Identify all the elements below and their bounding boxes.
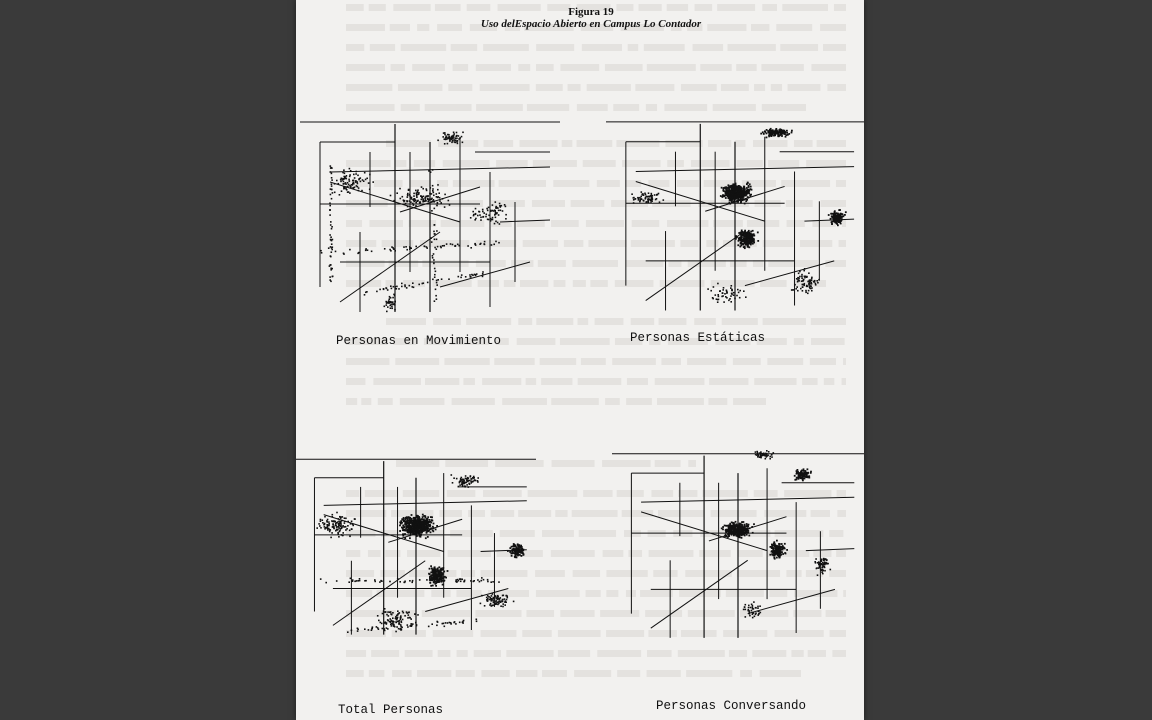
plan-line <box>500 220 550 222</box>
plot-personas-en-movimiento <box>300 112 560 334</box>
dot-cluster <box>828 209 847 226</box>
dot-trail <box>320 577 500 583</box>
dot-cluster <box>707 283 746 303</box>
dot-map-total <box>296 450 536 672</box>
dot-cluster <box>760 128 793 138</box>
dot-cluster <box>743 601 761 618</box>
dot-trail <box>364 271 484 295</box>
plan-line <box>330 167 550 172</box>
plot-personas-estaticas <box>606 112 864 334</box>
dot-cluster <box>470 201 507 224</box>
plan-line <box>806 549 854 551</box>
dot-cluster <box>735 230 759 250</box>
dot-cluster <box>631 191 664 203</box>
plan-line <box>745 261 834 286</box>
plan-line <box>804 219 854 221</box>
dot-cluster <box>814 558 831 576</box>
caption-personas-conversando: Personas Conversando <box>656 699 807 713</box>
figure-title: Uso delEspacio Abierto en Campus Lo Contador <box>480 18 702 30</box>
scanned-page <box>296 0 864 720</box>
plot-personas-conversando <box>612 444 864 658</box>
plan-line <box>641 497 854 502</box>
dot-cluster <box>316 512 355 539</box>
plan-line <box>333 561 425 626</box>
dot-cluster <box>428 565 448 586</box>
plan-line <box>340 232 440 302</box>
dot-cluster <box>794 468 812 481</box>
figure-number: Figura 19 <box>568 6 614 18</box>
caption-total-personas: Total Personas <box>338 703 444 717</box>
plan-line <box>324 501 527 506</box>
dot-map-static <box>606 112 864 334</box>
plan-line <box>748 589 835 613</box>
dot-cluster <box>755 450 775 460</box>
dot-map-talking <box>612 444 864 658</box>
plan-line <box>440 262 530 287</box>
plot-total-personas <box>296 450 536 672</box>
dot-map-moving <box>300 112 560 334</box>
plan-line <box>636 167 854 172</box>
dot-cluster <box>384 294 397 313</box>
dot-cluster <box>451 474 480 488</box>
caption-personas-en-movimiento: Personas en Movimiento <box>336 334 502 348</box>
plan-line <box>651 560 748 628</box>
dot-cluster <box>769 540 788 560</box>
plan-line <box>646 231 745 300</box>
caption-personas-estaticas: Personas Estáticas <box>630 331 766 345</box>
